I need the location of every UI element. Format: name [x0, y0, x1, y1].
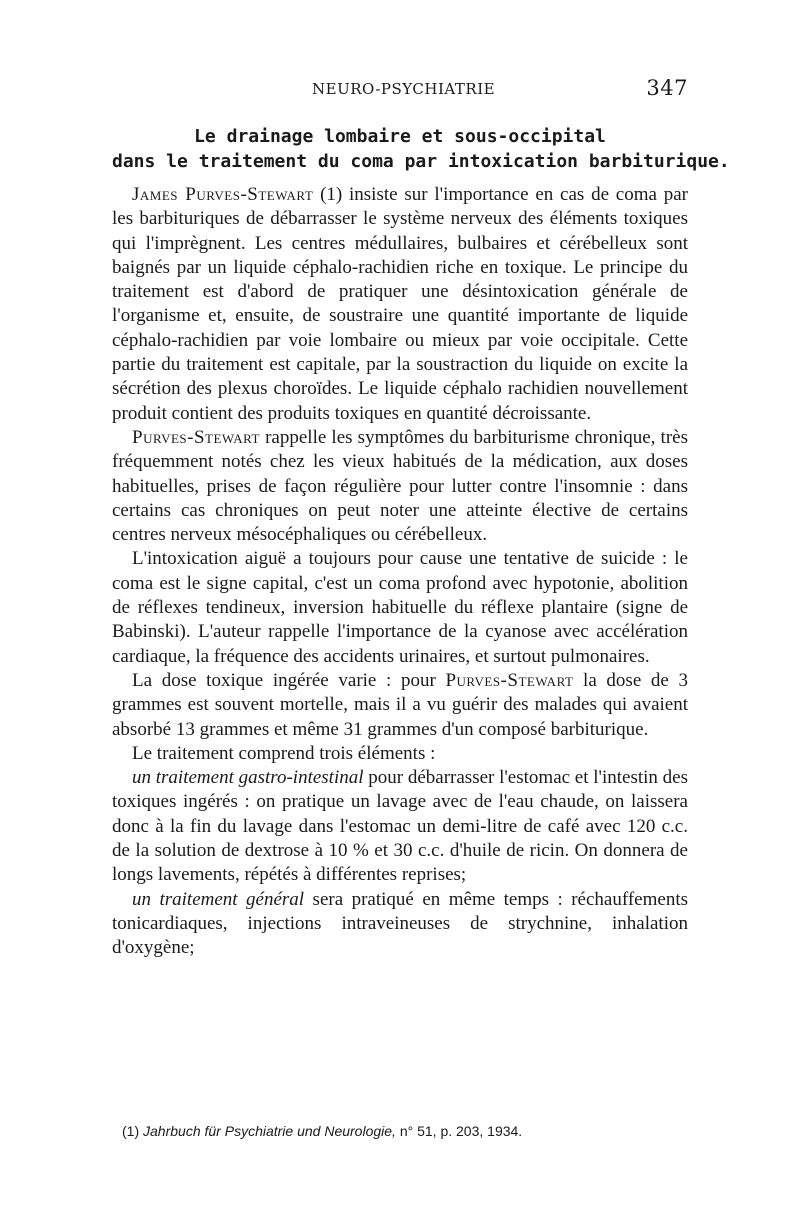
footnote-marker: (1) [122, 1123, 140, 1139]
paragraph-7 [112, 888, 688, 961]
paragraph-text: pour débarrasser l'estomac et l'intestin des toxiques ingérés : on pratique un lavage avec de l'eau chaude, on laissera donc à la fin du lavage dans l'estomac un demi-litre de café avec 120 c.c. de la solution de dextrose à 10 % et 30 c.c. d'huile de ricin. On donnera de longs lavements, répétés à différentes reprises; [112, 767, 688, 886]
paragraph-text: la dose de 3 grammes est souvent mortelle, mais il a vu guérir des malades qui avaient absorbé 13 grammes et même 31 grammes d'un composé barbiturique. [112, 669, 688, 740]
page-number: 347 [646, 76, 688, 100]
paragraph-text: Le traitement comprend trois éléments : [132, 742, 436, 764]
footnote-reference: n° 51, p. 203, 1934. [395, 1123, 523, 1139]
article-body [112, 183, 688, 961]
article-title-line-2: dans le traitement du coma par intoxication barbiturique. [112, 151, 730, 172]
paragraph-text-before: La dose toxique ingérée varie : pour [132, 669, 446, 691]
paragraph-3 [112, 547, 688, 668]
treatment-heading: un traitement général [132, 888, 305, 910]
author-name: James Purves-Stewart [132, 184, 314, 205]
article-title [112, 124, 730, 174]
paragraph-text: rappelle les symptômes du barbiturisme chronique, très fréquemment notés chez les vieux habitués de la médication, aux doses habituelles, prises de façon régulière pour lutter contre l'insomnie : dans certains cas chroniques on peut noter une atteinte élective de certains centres nerveux mésocéphaliques ou cérébelleux. [112, 426, 688, 546]
paragraph-text: L'intoxication aiguë a toujours pour cause une tentative de suicide : le coma est le signe capital, c'est un coma profond avec hypotonie, abolition de réflexes tendineux, inversion habituelle du réflexe plantaire (signe de Babinski). L'auteur rappelle l'importance de la cyanose avec accélération cardiaque, la fréquence des accidents urinaires, et surtout pulmonaires. [112, 548, 688, 667]
footnote-journal: Jahrbuch für Psychiatrie und Neurologie, [143, 1123, 396, 1139]
running-title: NEURO-PSYCHIATRIE [312, 80, 496, 98]
author-name: Purves-Stewart [132, 426, 260, 448]
author-name: Purves-Stewart [445, 669, 574, 691]
article-title-line-1: Le drainage lombaire et sous-occipital [194, 126, 606, 147]
paragraph-5 [112, 742, 688, 766]
footnote [122, 1123, 688, 1139]
treatment-heading: un traitement gastro-intestinal [132, 767, 364, 789]
paragraph-text: (1) insiste sur l'importance en cas de coma par les barbituriques de débarrasser le système nerveux des éléments toxiques qui l'imprègnent. Les centres médullaires, bulbaires et cérébelleux sont baignés par un liquide céphalo-rachidien riche en toxique. Le principe du traitement est d'abord de pratiquer une désintoxication générale de l'organisme et, ensuite, de soustraire une quantité importante de liquide céphalo-rachidien par voie lombaire ou mieux par voie occipitale. Cette partie du traitement est capitale, par la soustraction du liquide on excite la sécrétion des plexus choroïdes. Le liquide céphalo rachidien nouvellement produit contient des produits toxiques en quantité décroissante. [112, 184, 688, 424]
paragraph-1 [112, 183, 688, 426]
paragraph-4 [112, 669, 688, 742]
paragraph-6 [112, 766, 688, 887]
paragraph-text: sera pratiqué en même temps : réchauffements tonicardiaques, injections intraveineuses de strychnine, inhalation d'oxygène; [112, 888, 688, 959]
paragraph-2 [112, 426, 688, 547]
